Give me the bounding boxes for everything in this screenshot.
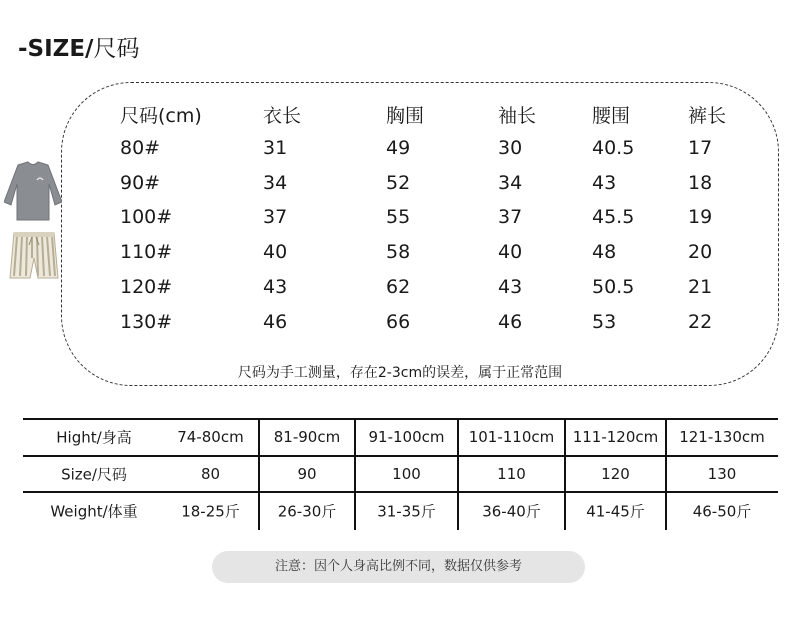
chest-cell: 62 [386, 276, 411, 298]
row-label-height: Hight/身高 [56, 428, 132, 447]
row-label-weight: Weight/体重 [50, 502, 138, 521]
waist-cell: 45.5 [592, 206, 635, 228]
title-chinese: 尺码 [93, 36, 140, 62]
height-cell: 101-110cm [468, 428, 555, 446]
body-length-cell: 43 [263, 276, 288, 298]
size-chart-row [0, 172, 790, 202]
pants-length-cell: 19 [688, 206, 713, 228]
waist-cell: 53 [592, 311, 617, 333]
size-cell: 130 [707, 465, 737, 483]
height-cell: 111-120cm [572, 428, 659, 446]
sleeve-length-cell: 40 [498, 241, 523, 263]
sleeve-length-cell: 46 [498, 311, 523, 333]
weight-cell: 36-40斤 [482, 502, 541, 521]
size-cell: 110 [497, 465, 526, 483]
size-chart-row [0, 137, 790, 167]
size-cell: 90# [120, 172, 161, 194]
header-body-length: 衣长 [263, 105, 302, 127]
row-label-size: Size/尺码 [61, 465, 127, 484]
chest-cell: 49 [386, 137, 411, 159]
waist-cell: 48 [592, 241, 617, 263]
header-pants-length: 裤长 [688, 105, 727, 127]
size-chart-row [0, 311, 790, 341]
weight-cell: 18-25斤 [181, 502, 240, 521]
header-size: 尺码(cm) [120, 105, 202, 127]
weight-cell: 46-50斤 [692, 502, 752, 521]
pants-length-cell: 20 [688, 241, 713, 263]
title-english: -SIZE/ [18, 36, 94, 62]
fit-table [23, 418, 778, 530]
disclaimer-text: 注意：因个人身高比例不同，数据仅供参考 [274, 559, 522, 574]
chest-cell: 58 [386, 241, 411, 263]
chest-cell: 55 [386, 206, 411, 228]
chest-cell: 52 [386, 172, 411, 194]
size-cell: 100 [392, 465, 421, 483]
waist-cell: 43 [592, 172, 617, 194]
header-waist: 腰围 [592, 105, 631, 127]
page-title [18, 30, 139, 63]
size-cell: 90 [297, 465, 317, 483]
pants-length-cell: 17 [688, 137, 713, 159]
sleeve-length-cell: 30 [498, 137, 523, 159]
table-row [23, 418, 778, 456]
sleeve-length-cell: 43 [498, 276, 523, 298]
size-cell: 130# [120, 311, 173, 333]
measurement-note [0, 362, 790, 382]
waist-cell: 40.5 [592, 137, 635, 159]
chest-cell: 66 [386, 311, 411, 333]
size-chart-header [0, 101, 790, 131]
height-cell: 74-80cm [177, 428, 244, 446]
pants-length-cell: 22 [688, 311, 713, 333]
measurement-note-text: 尺码为手工测量，存在2-3cm的误差，属于正常范围 [237, 365, 563, 381]
header-sleeve-length: 袖长 [498, 105, 537, 127]
pants-length-cell: 21 [688, 276, 713, 298]
size-cell: 110# [120, 241, 173, 263]
size-chart-row [0, 206, 790, 236]
size-cell: 80# [120, 137, 161, 159]
body-length-cell: 37 [263, 206, 288, 228]
table-row [23, 456, 778, 492]
waist-cell: 50.5 [592, 276, 635, 298]
table-row [23, 492, 778, 530]
height-cell: 91-100cm [368, 428, 445, 446]
weight-cell: 31-35斤 [377, 502, 436, 521]
size-cell: 80 [200, 465, 221, 483]
size-chart-row [0, 241, 790, 271]
size-chart-row [0, 276, 790, 306]
height-cell: 81-90cm [273, 428, 341, 446]
body-length-cell: 40 [263, 241, 288, 263]
header-chest: 胸围 [386, 105, 425, 127]
body-length-cell: 34 [263, 172, 288, 194]
sleeve-length-cell: 34 [498, 172, 523, 194]
disclaimer-banner [212, 551, 585, 583]
sleeve-length-cell: 37 [498, 206, 523, 228]
size-cell: 120 [601, 465, 630, 483]
size-cell: 120# [120, 276, 173, 298]
weight-cell: 41-45斤 [586, 502, 645, 521]
body-length-cell: 31 [263, 137, 288, 159]
pants-length-cell: 18 [688, 172, 713, 194]
body-length-cell: 46 [263, 311, 288, 333]
weight-cell: 26-30斤 [277, 502, 337, 521]
height-cell: 121-130cm [679, 428, 765, 446]
size-cell: 100# [120, 206, 173, 228]
